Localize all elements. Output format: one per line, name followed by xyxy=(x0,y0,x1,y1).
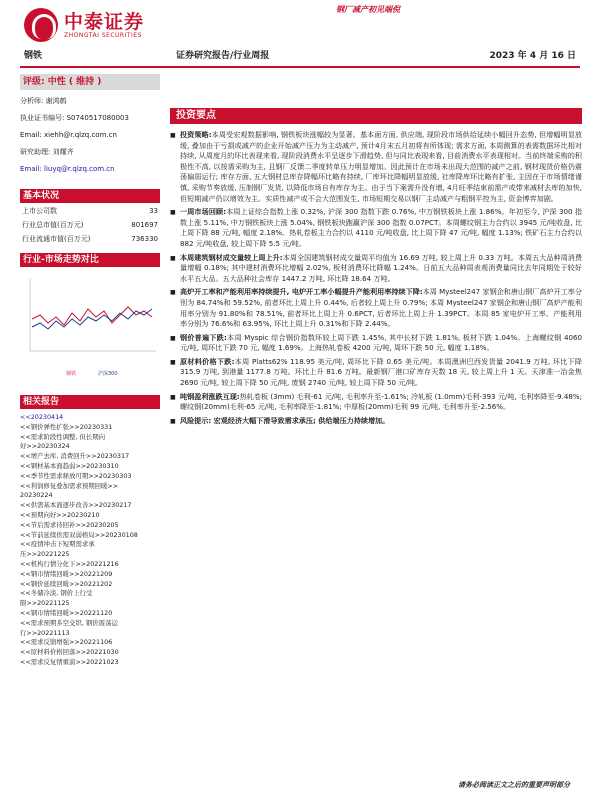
related-report-item[interactable]: <<节后需求待回补>>20230205 xyxy=(20,520,119,529)
legend-steel: 钢铁 xyxy=(66,371,77,377)
related-report-item[interactable]: <<原材料价格回落>>20221030 xyxy=(20,648,119,657)
industry-label: 钢铁 xyxy=(24,51,43,61)
related-report-item[interactable]: <<需求预期多空交织, 钢价震荡运 xyxy=(20,618,118,627)
related-report-item[interactable]: <<冬储冷淡, 钢价上行受 xyxy=(20,589,93,598)
analyst-email[interactable]: Email: xiehh@r.qlzq.com.cn xyxy=(20,131,117,139)
key-point-lead: 高炉开工率和产能利用率持续提升, 电炉开工率小幅提升产能利用率持续下降: xyxy=(180,287,423,297)
key-point-text: 本周受宏观数据影响, 钢铁板块涨幅较为显著。基本面方面, 供应端, 现阶段市场供给延续小幅回升态势, 但增幅明显放缓, 叠加由于亏损或减产的企业开始减产压力为主动减产, 预计4月末五月初将有所体现; 需求方面, 本周测算的表需数据环比相对持续, 从周度月的环比表现来看, 现阶段消费水平呈逐步下滑趋势, 但与同比表现来看, 目前消费水平表现相对。当前终端采购的积极性不高, 以按需采购为主, 且钢厂反馈二季度转单压力明显增加。因此预计在市场未出现大范围的减产之前, 钢材现货价格仍震荡偏弱运行; 库存方面, 五大钢材总库存降幅环比略有持续, 厂库环比降幅明显放缓, 社库降库环比略有扩张, 主因在于市场情绪谨慎, 采购节奏放缓, 压制钢厂发货, 以降低市场自有库存为主。由于当下案需升没有增, 4月旺季结束前需产或带来减材去库的加快, 但短期减产仍以增效为主。实质性减产或不会大范围发生, 市场短期交易以钢厂主动减产与粗钢平控为主, 资金博弈加剧。 xyxy=(180,130,582,203)
header-divider xyxy=(20,66,580,68)
trend-chart-svg xyxy=(20,271,160,387)
key-point xyxy=(170,207,582,249)
key-point-lead: 吨钢盈利涨跌互现: xyxy=(180,391,240,401)
related-report-item[interactable]: <<预期向好>>20230210 xyxy=(20,510,100,519)
logo-cn: 中泰证券 xyxy=(64,10,145,33)
basic-row xyxy=(20,206,160,217)
square-bullet-icon: ■ xyxy=(170,254,176,262)
key-point xyxy=(170,392,582,413)
related-report-item[interactable]: <<钢价弹性扩张>>20230331 xyxy=(20,422,113,431)
license-number: 执业证书编号: S0740517080003 xyxy=(20,114,129,122)
key-point-body xyxy=(180,357,582,389)
meta-row xyxy=(24,48,576,64)
key-point-body xyxy=(180,287,582,329)
square-bullet-icon: ■ xyxy=(170,358,176,366)
key-point-lead: 风险提示: 宏观经济大幅下滑导致需求承压; 供给端压力持续增加。 xyxy=(180,415,390,425)
square-bullet-icon: ■ xyxy=(170,334,176,342)
key-point-body xyxy=(180,333,582,354)
legend-hs300: 沪深300 xyxy=(98,371,118,377)
related-report-item[interactable]: <<机构行情分化下>>20221216 xyxy=(20,559,119,568)
related-report-item[interactable]: 20230224 xyxy=(20,491,53,500)
key-point xyxy=(170,416,582,428)
basic-row xyxy=(20,234,160,245)
related-report-item[interactable]: 行>>20221113 xyxy=(20,628,70,637)
basic-label: 行业总市值(百万元) xyxy=(22,221,84,229)
related-report-item[interactable]: <<增产去库, 消费回升>>20230317 xyxy=(20,452,130,461)
basic-value: 33 xyxy=(149,207,158,215)
related-reports-list xyxy=(20,413,160,668)
basic-value: 801697 xyxy=(131,221,158,229)
zhongtai-logo-icon xyxy=(24,8,58,42)
key-point-text: 本周上证综合指数上涨 0.32%, 沪深 300 指数下跌 0.76%, 中万钢铁板块上涨 1.86%。年初至今, 沪深 300 指数上涨 5.11%, 中万钢铁板块上涨 5.04%, 钢铁板块跑赢沪深 300 指数 0.07PCT。本周螺纹钢主力合约以 3945 元/吨收盘, 比上周下降 88 元/吨, 幅度 2.18%。热轧卷板主力合约以 4110 元/吨收盘, 比上周下降 47 元/吨, 幅度 1.13%; 铁矿石主力合约以 882 元/吨收盘, 较上周下降 5.5 元/吨。 xyxy=(180,207,582,248)
related-report-item[interactable]: <<钢材基本面趋弱>>20230310 xyxy=(20,461,119,470)
report-date: 2023 年 4 月 16 日 xyxy=(489,51,576,61)
related-report-item[interactable]: <<钢市情绪回暖>>20221120 xyxy=(20,608,113,617)
key-point-lead: 钢价普遍下跌: xyxy=(180,332,227,342)
key-point-body xyxy=(180,253,582,285)
square-bullet-icon: ■ xyxy=(170,209,176,217)
researcher: 研究助理: 刘耀齐 xyxy=(20,148,74,156)
key-point-text: 本周 Mysteel247 家钢企和唐山钢厂高炉开工率分别为 84.74%和 59.52%, 前者环比上周上升 0.44%, 后者较上周上升 0.79%; 本周 Mysteel247 家钢企和唐山钢厂高炉产能利用率分别为 91.80%和 78.51%, 前者环比上周上升 0.6PCT, 后者环比上周上升 1.39PCT。本周 85 家电炉开工率、产能利用率分别为 76.6%和 63.95%, 环比上周上升 0.31%和下降 2.44%。 xyxy=(180,287,582,329)
key-point-body xyxy=(180,130,582,204)
key-point-text: 热轧卷板 (3mm) 毛利-61 元/吨, 毛利率升至-1.61%; 冷轧板 (1.0mm)毛利-393 元/吨, 毛利率降至-9.48%; 螺纹钢(20mm)毛利-65 元/吨, 毛利率降至-1.81%; 中厚板(20mm)毛利 99 元/吨, 毛利率升至-2.56%。 xyxy=(180,391,582,412)
trend-chart xyxy=(20,271,160,387)
basic-label: 上市公司数 xyxy=(22,207,57,215)
document-title: 钢厂减产初见端倪 xyxy=(336,5,400,14)
basic-status-heading: 基本状况 xyxy=(20,189,160,203)
square-bullet-icon: ■ xyxy=(170,132,176,139)
key-points-heading: 投资要点 xyxy=(170,108,582,124)
related-report-item[interactable]: 压>>20221225 xyxy=(20,550,70,559)
key-point-lead: 本周建筑钢材成交量较上周上升: xyxy=(180,252,283,262)
logo-en: ZHONGTAI SECURITIES xyxy=(64,31,142,39)
main-content xyxy=(170,108,582,430)
key-point xyxy=(170,253,582,285)
bullet-list xyxy=(170,130,582,427)
basic-value: 736330 xyxy=(131,235,158,243)
basic-label: 行业流通市值(百万元) xyxy=(22,235,91,243)
related-report-item[interactable]: <<需求阶段性调整, 但长期向 xyxy=(20,432,106,441)
related-report-item[interactable]: <<疫情冲击下短期需求承 xyxy=(20,540,95,549)
key-point xyxy=(170,287,582,329)
basic-row xyxy=(20,220,160,231)
related-report-item[interactable]: <<供需基本面逐步改善>>20230217 xyxy=(20,501,132,510)
related-reports-heading: 相关报告 xyxy=(20,395,160,409)
key-point xyxy=(170,130,582,204)
related-report-item[interactable]: 好>>20230324 xyxy=(20,442,70,451)
company-logo xyxy=(24,8,144,42)
key-point-body xyxy=(180,416,582,428)
related-report-item[interactable]: 限>>20221125 xyxy=(20,599,70,608)
key-point xyxy=(170,357,582,389)
researcher-email[interactable]: Email: liuyq@r.qlzq.com.cn xyxy=(20,165,115,173)
related-report-item[interactable]: <<节前延续供需双弱格局>>20230108 xyxy=(20,530,138,539)
report-type: 证券研究报告/行业周报 xyxy=(176,51,270,61)
related-report-item[interactable]: <<钢市情绪回暖>>20221209 xyxy=(20,569,113,578)
key-point-text: 本周 Myspic 综合钢价指数环较上周下跌 1.45%, 其中长材下跌 1.81%, 板材下跌 1.04%。上海螺纹钢 4060 元/吨, 周环比下跌 70 元, 幅度 1.69%。上海热轧卷板 4200 元/吨, 周环下跌 50 元, 幅度 1.18%。 xyxy=(180,332,582,353)
sidebar xyxy=(20,74,160,668)
related-report-item[interactable]: <<利润修复叠加需求预期回暖>> xyxy=(20,481,119,490)
key-point-body xyxy=(180,392,582,413)
analyst: 分析师: 谢鸿鹤 xyxy=(20,97,67,105)
trend-heading: 行业-市场走势对比 xyxy=(20,253,160,267)
key-point-lead: 一周市场回顾: xyxy=(180,207,227,217)
square-bullet-icon: ■ xyxy=(170,417,176,425)
rating-badge: 评级: 中性 ( 维持 ) xyxy=(20,74,160,90)
key-point-text: 本周全国建筑钢材成交量周平均值为 16.69 万吨, 较上周上升 0.33 万吨。本周五大品种周消费量增幅 0.18%; 其中建材消费环比增幅 2.02%, 板材消费环比降幅 1.24%。日前五大品种周表观消费量同比去年同期处于较好水平五大品。五大品种社会库存 1447.2 万吨, 环比降 18.64 万吨。 xyxy=(180,252,582,283)
related-report-item[interactable]: <<季节性需求释放可期>>20230303 xyxy=(20,471,132,480)
key-point-lead: 原材料价格下跌: xyxy=(180,356,235,366)
steel-line xyxy=(32,307,152,325)
square-bullet-icon: ■ xyxy=(170,393,176,401)
related-report-item[interactable]: <<需求反馈增强>>20221106 xyxy=(20,638,113,647)
key-point xyxy=(170,333,582,354)
related-report-item[interactable]: <<20230414 xyxy=(20,413,64,421)
related-report-item[interactable]: <<需求反复情重演>>20221023 xyxy=(20,657,119,666)
hs300-line xyxy=(32,309,152,329)
key-point-text: 本周 Platts62% 118.95 美元/吨, 周环比下降 0.65 美元/吨。本周澳洲巴西发货量 2041.9 万吨, 环比下降 315.9 万吨, 到港量 1177.8 万吨。环比上升 81.6 万吨。最新钢厂港口矿库存天数 18 天, 较上周上升 1 天。天津准一冶金焦 2690 元/吨, 较上周下降 50 元/吨, 废钢 2740 元/吨, 较上周下降 50 元/吨。 xyxy=(180,356,582,388)
square-bullet-icon: ■ xyxy=(170,289,176,297)
disclaimer-footer: 请务必阅读正文之后的重要声明部分 xyxy=(458,781,570,789)
key-point-body xyxy=(180,207,582,249)
key-point-lead: 投资策略: xyxy=(180,130,212,139)
related-report-item[interactable]: <<钢价延续回暖>>20221202 xyxy=(20,579,113,588)
